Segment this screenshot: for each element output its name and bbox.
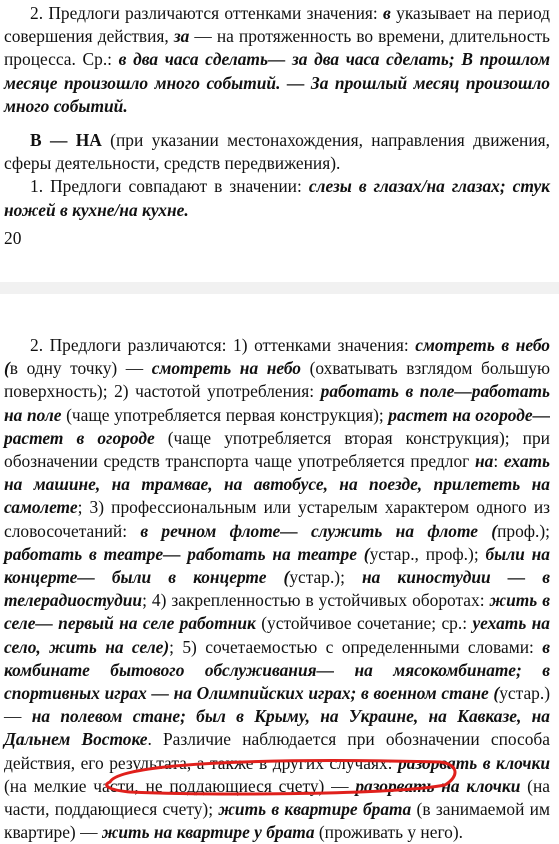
body-text: :	[493, 451, 504, 472]
page-separator	[0, 282, 559, 294]
italic-example-text: были на концерте— были в концерте (	[4, 543, 550, 588]
body-text: 2. Предлоги различаются: 1) оттенками значения:	[30, 335, 416, 355]
italic-example-text: смотреть в небо (	[4, 335, 550, 379]
body-text: (на части, поддающиеся счету);	[4, 775, 550, 820]
italic-example-text: в комбинате бытового обслуживания— на мясокомбинате; в спортивных играх — на Олимпийских играх; в военном стане (	[4, 636, 550, 704]
bottom-page	[0, 294, 559, 843]
paragraph-prepositions-differences	[4, 334, 550, 844]
body-text: в одну точку) —	[9, 358, 152, 379]
italic-example-text: разорвать на клочки	[355, 775, 521, 796]
body-text: 1. Предлоги совпадают в значении:	[30, 176, 309, 197]
body-text: ; 5) сочетаемостью с определенными словами:	[169, 636, 543, 657]
body-text: (в занимаемой им квартире) —	[4, 799, 550, 843]
italic-example-text: жить в квартире брата	[218, 799, 412, 820]
italic-example-text: уехать на село, жить на селе)	[4, 613, 551, 657]
body-text: — на протяженность во времени, длительность процесса. Ср.:	[4, 26, 550, 70]
italic-example-text: ехать на машине, на трамвае, на автобусе, на поезде, прилететь на самолете	[4, 451, 550, 518]
paragraph-meaning-coincides	[4, 175, 550, 221]
heading-v-na	[4, 129, 550, 175]
italic-example-text: работать в театре— работать на театре (	[4, 543, 370, 564]
body-text: (чаще употребляется вторая конструкция); при обозначении средств транспорта чаще употребляется предлог	[4, 427, 550, 472]
body-text: 2. Предлоги различаются оттенками значения:	[30, 3, 384, 23]
body-text: проф.);	[497, 520, 550, 541]
bold-heading-text: В — НА	[30, 130, 102, 151]
italic-example-text: в два часа сделать— за два часа сделать; В прошлом месяце произошло много событий. — За прошлый месяц произошло много событий.	[4, 49, 551, 116]
italic-example-text: растет на огороде—растет в огороде	[4, 404, 550, 448]
body-text: (чаще употребляется первая конструкция);	[61, 404, 389, 425]
body-text: устар.) —	[4, 683, 550, 727]
italic-example-text: за	[173, 26, 190, 47]
italic-example-text: разорвать в клочки	[398, 752, 550, 773]
body-text: ; 3) профессиональным или устарелым характером одного из словосочетаний:	[4, 497, 550, 541]
italic-example-text: на полевом стане; был в Крыму, на Украине, на Кавказе, на Дальнем Востоке	[4, 706, 551, 750]
page-number: 20	[4, 228, 22, 248]
body-text: устар., проф.);	[369, 543, 486, 564]
italic-example-text: жить в селе— первый на селе работник	[4, 590, 550, 634]
body-text: указывает на период совершения действия,	[4, 3, 551, 47]
body-text: (устойчивое сочетание; ср.:	[255, 613, 473, 634]
italic-example-text: на киностудии — в телерадиостудии	[4, 567, 550, 611]
body-text: . Различие наблюдается при обозначении способа действия, его результата, а также в других случаях:	[4, 729, 551, 773]
body-text: (проживать у него).	[314, 822, 463, 843]
italic-example-text: на	[474, 451, 494, 472]
italic-example-text: в	[383, 3, 391, 23]
body-text: ; 4) закрепленностью в устойчивых оборотах:	[142, 590, 490, 611]
top-page	[0, 0, 559, 282]
italic-example-text: в речном флоте— служить на флоте (	[140, 520, 498, 541]
body-text: (охватывать взглядом большую поверхность); 2) частотой употребления:	[4, 358, 550, 402]
body-text: (при указании местонахождения, направления движения, сферы деятельности, средств передвижения).	[4, 130, 550, 174]
body-text: устар.);	[289, 567, 362, 588]
italic-example-text: смотреть на небо	[151, 358, 302, 379]
italic-example-text: жить на квартире у брата	[101, 822, 315, 843]
italic-example-text: слезы в глазах/на глазах; стук ножей в кухне/на кухне.	[4, 176, 550, 220]
body-text: (на мелкие части, не поддающиеся счету) —	[4, 775, 356, 796]
paragraph-prepositions-time-nuances	[4, 2, 550, 118]
italic-example-text: работать в поле—работать на поле	[4, 381, 551, 425]
